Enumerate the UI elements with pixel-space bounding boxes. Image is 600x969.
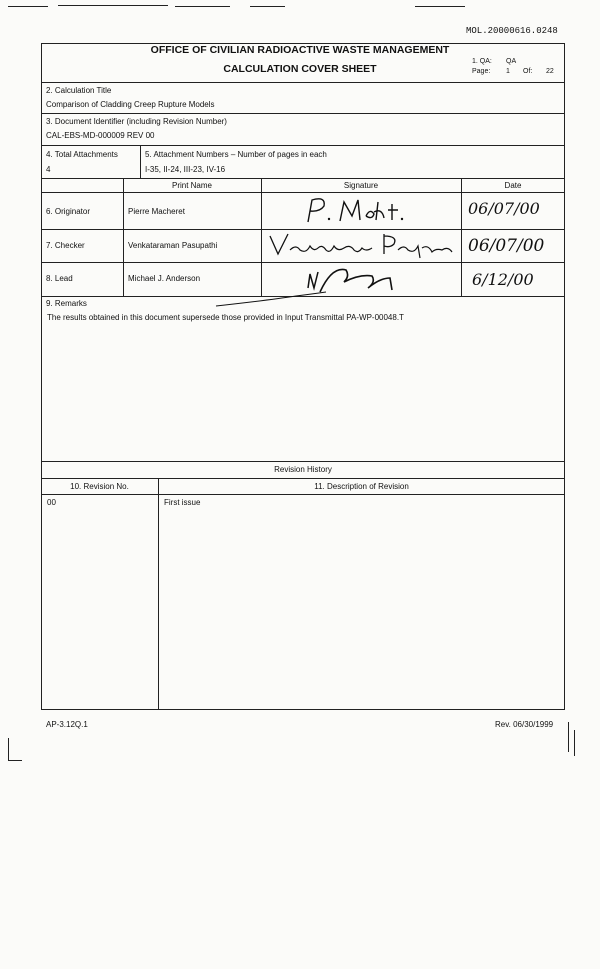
svg-text:06/07/00: 06/07/00 (468, 199, 540, 218)
scan-mark (58, 5, 168, 6)
scan-mark (8, 760, 22, 761)
page-total: 22 (546, 68, 554, 75)
checker-signature (266, 230, 462, 260)
scan-mark (415, 6, 465, 7)
calc-title-label: 2. Calculation Title (46, 86, 112, 95)
divider (140, 145, 141, 178)
total-attachments-label: 4. Total Attachments (46, 150, 118, 159)
originator-name: Pierre Macheret (128, 207, 185, 216)
checker-label: 7. Checker (46, 241, 85, 250)
lead-signature (200, 262, 410, 312)
originator-signature (300, 194, 430, 226)
qa-label: 1. QA: (472, 58, 492, 65)
scan-mark (568, 722, 569, 752)
form-revision-date: Rev. 06/30/1999 (495, 720, 554, 729)
originator-date (466, 196, 556, 220)
attachment-numbers-value: I-35, II-24, III-23, IV-16 (145, 165, 226, 174)
svg-text:06/07/00: 06/07/00 (468, 236, 545, 256)
scan-mark (250, 6, 285, 7)
scan-mark (8, 6, 48, 7)
form-frame (41, 43, 565, 710)
divider (41, 145, 565, 146)
checker-date (466, 232, 556, 258)
revision-number-header: 10. Revision No. (70, 482, 129, 491)
divider (41, 192, 565, 193)
document-number: MOL.20000616.0248 (466, 26, 558, 36)
of-label: Of: (523, 68, 533, 75)
page-label: Page: (472, 68, 491, 75)
doc-id-label: 3. Document Identifier (including Revision Number) (46, 117, 227, 126)
revision-description-header: 11. Description of Revision (314, 482, 409, 491)
attachment-numbers-label: 5. Attachment Numbers – Number of pages in each (145, 150, 327, 159)
divider (41, 178, 565, 179)
page-number: 1 (506, 68, 510, 75)
divider (158, 478, 159, 710)
divider (41, 478, 565, 479)
lead-name: Michael J. Anderson (128, 274, 201, 283)
lead-label: 8. Lead (46, 274, 73, 283)
divider (123, 178, 124, 296)
calc-title-value: Comparison of Cladding Creep Rupture Models (46, 100, 215, 109)
remarks-text: The results obtained in this document supersede those provided in Input Transmittal PA-WP-00048.T (47, 313, 404, 322)
remarks-label: 9. Remarks (46, 299, 87, 308)
form-id: AP-3.12Q.1 (46, 720, 88, 729)
originator-label: 6. Originator (46, 207, 91, 216)
revision-history-title: Revision History (274, 465, 332, 474)
divider (41, 82, 565, 83)
scan-mark (574, 730, 575, 756)
lead-date (470, 266, 560, 292)
svg-text:6/12/00: 6/12/00 (472, 270, 534, 289)
revision-description: First issue (164, 498, 201, 507)
print-name-header: Print Name (171, 181, 212, 190)
divider (41, 494, 565, 495)
doc-id-value: CAL-EBS-MD-000009 REV 00 (46, 131, 155, 140)
signature-header: Signature (343, 181, 379, 190)
date-header: Date (504, 181, 522, 190)
total-attachments-value: 4 (46, 165, 51, 174)
divider (41, 461, 565, 462)
scan-mark (8, 738, 9, 760)
qa-value: QA (506, 58, 517, 65)
office-title: OFFICE OF CIVILIAN RADIOACTIVE WASTE MANAGEMENT (150, 44, 450, 56)
divider (41, 113, 565, 114)
scan-mark (175, 6, 230, 7)
sheet-title: CALCULATION COVER SHEET (223, 63, 377, 75)
revision-number: 00 (47, 498, 56, 507)
checker-name: Venkataraman Pasupathi (128, 241, 218, 250)
